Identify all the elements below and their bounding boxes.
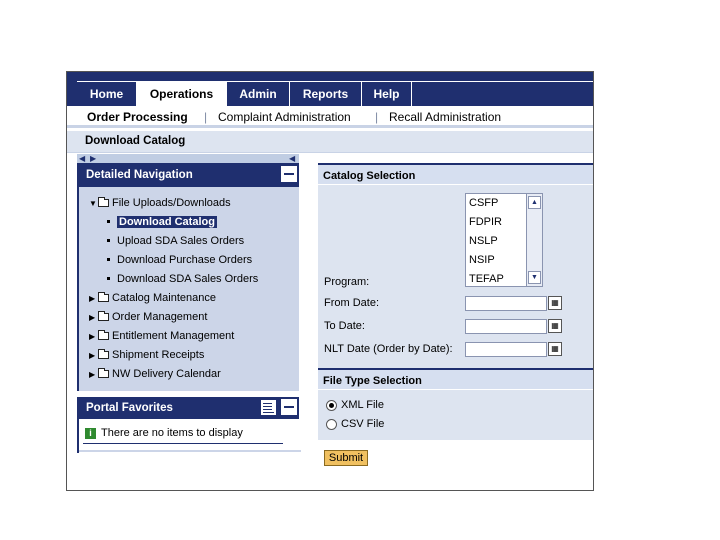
subnav-complaint-administration[interactable]: Complaint Administration [218, 110, 351, 124]
program-option[interactable]: TEFAP [469, 273, 504, 285]
tree-item-label: Catalog Maintenance [112, 292, 216, 304]
program-listbox[interactable] [465, 193, 543, 287]
info-icon: i [85, 428, 96, 439]
tab-admin[interactable]: Admin [227, 81, 290, 106]
minimize-icon[interactable] [281, 166, 297, 182]
program-option[interactable]: CSFP [469, 197, 499, 209]
tree-item-label: Entitlement Management [112, 330, 235, 342]
portal-frame [66, 71, 594, 491]
calendar-icon[interactable]: ▦ [548, 296, 562, 310]
tree-item-label: Upload SDA Sales Orders [117, 235, 245, 247]
tab-strip-edge [412, 81, 593, 106]
portal-favorites-header [79, 397, 299, 419]
collapsed-triangle-icon[interactable]: ▶ [89, 313, 96, 322]
subnav-order-processing[interactable]: Order Processing [87, 110, 188, 124]
csv-file-radio[interactable] [326, 419, 337, 430]
top-navigation [67, 72, 593, 106]
page-title: Download Catalog [85, 135, 186, 147]
bullet-icon [107, 239, 110, 242]
collapsed-triangle-icon[interactable]: ▶ [89, 294, 96, 303]
detailed-navigation-title: Detailed Navigation [86, 169, 193, 181]
tree-item-file-uploads-downloads[interactable] [89, 196, 289, 215]
folder-icon [98, 332, 109, 340]
submit-button[interactable]: Submit [324, 450, 368, 466]
to-date-field[interactable] [465, 319, 547, 334]
subnav-separator: | [375, 110, 379, 124]
empty-favorites-message [85, 427, 243, 439]
divider [83, 443, 283, 444]
tree-item-download-sda-sales-orders[interactable] [89, 272, 289, 291]
tab-help[interactable]: Help [362, 81, 412, 106]
nlt-date-field[interactable] [465, 342, 547, 357]
scroll-up-icon[interactable]: ▲ [528, 196, 541, 209]
expanded-triangle-icon[interactable]: ▼ [89, 199, 97, 208]
bullet-icon [107, 258, 110, 261]
expand-right-icon[interactable]: ▶ [90, 154, 97, 163]
tree-item-label: Order Management [112, 311, 208, 323]
navigation-tree [89, 196, 289, 386]
subnav-separator: | [204, 110, 208, 124]
right-column [318, 163, 593, 491]
program-option[interactable]: NSIP [469, 254, 495, 266]
subnav-recall-administration[interactable]: Recall Administration [389, 110, 502, 124]
catalog-selection-header: Catalog Selection [318, 163, 593, 185]
tree-item-download-catalog[interactable] [89, 215, 289, 234]
listbox-scrollbar[interactable] [526, 194, 542, 286]
file-type-selection-body [318, 390, 593, 440]
empty-message-text: There are no items to display [101, 427, 243, 439]
calendar-icon[interactable]: ▦ [548, 342, 562, 356]
program-label: Program: [324, 276, 370, 288]
tree-item-upload-sda-sales-orders[interactable] [89, 234, 289, 253]
tree-item-shipment-receipts[interactable] [89, 348, 289, 367]
tree-item-label: NW Delivery Calendar [112, 368, 221, 380]
tree-item-label: Download SDA Sales Orders [117, 273, 259, 285]
detailed-navigation-panel [77, 163, 299, 391]
from-date-label: From Date: [324, 297, 380, 309]
tree-item-label: Download Catalog [119, 216, 215, 228]
divider [79, 450, 301, 452]
from-date-field[interactable] [465, 296, 547, 311]
folder-icon [98, 199, 109, 207]
tree-item-entitlement-management[interactable] [89, 329, 289, 348]
folder-icon [98, 351, 109, 359]
left-column [77, 163, 299, 453]
minimize-icon[interactable] [281, 399, 297, 415]
tree-item-order-management[interactable] [89, 310, 289, 329]
tree-item-nw-delivery-calendar[interactable] [89, 367, 289, 386]
tab-operations[interactable]: Operations [137, 81, 227, 106]
collapse-left-icon[interactable]: ◀ [79, 154, 86, 163]
calendar-icon[interactable]: ▦ [548, 319, 562, 333]
tree-item-label: Shipment Receipts [112, 349, 205, 361]
navigation-splitter[interactable] [77, 154, 299, 163]
tree-item-catalog-maintenance[interactable] [89, 291, 289, 310]
folder-icon [98, 313, 109, 321]
collapsed-triangle-icon[interactable]: ▶ [89, 370, 96, 379]
nlt-date-label: NLT Date (Order by Date): [324, 343, 453, 355]
edit-favorites-icon[interactable] [261, 400, 276, 415]
tab-reports[interactable]: Reports [290, 81, 362, 106]
detailed-navigation-header [79, 163, 299, 187]
tree-item-label: Download Purchase Orders [117, 254, 253, 266]
program-option[interactable]: NSLP [469, 235, 498, 247]
collapsed-triangle-icon[interactable]: ▶ [89, 332, 96, 341]
tree-item-label: File Uploads/Downloads [112, 197, 231, 209]
catalog-selection-body [318, 185, 593, 368]
collapse-panel-icon[interactable]: ◀ [289, 154, 296, 163]
tree-item-download-purchase-orders[interactable] [89, 253, 289, 272]
folder-icon [98, 370, 109, 378]
sub-navigation [67, 106, 593, 128]
to-date-label: To Date: [324, 320, 365, 332]
folder-icon [98, 294, 109, 302]
xml-file-radio[interactable] [326, 400, 337, 411]
collapsed-triangle-icon[interactable]: ▶ [89, 351, 96, 360]
tab-home[interactable]: Home [77, 81, 137, 106]
portal-favorites-title: Portal Favorites [86, 402, 173, 414]
program-option[interactable]: FDPIR [469, 216, 502, 228]
scroll-down-icon[interactable]: ▼ [528, 271, 541, 284]
portal-favorites-panel [77, 397, 299, 453]
csv-file-label[interactable]: CSV File [341, 418, 385, 430]
bullet-icon [107, 220, 110, 223]
page-title-bar [67, 131, 593, 153]
xml-file-label[interactable]: XML File [341, 399, 384, 411]
bullet-icon [107, 277, 110, 280]
file-type-selection-header: File Type Selection [318, 368, 593, 390]
